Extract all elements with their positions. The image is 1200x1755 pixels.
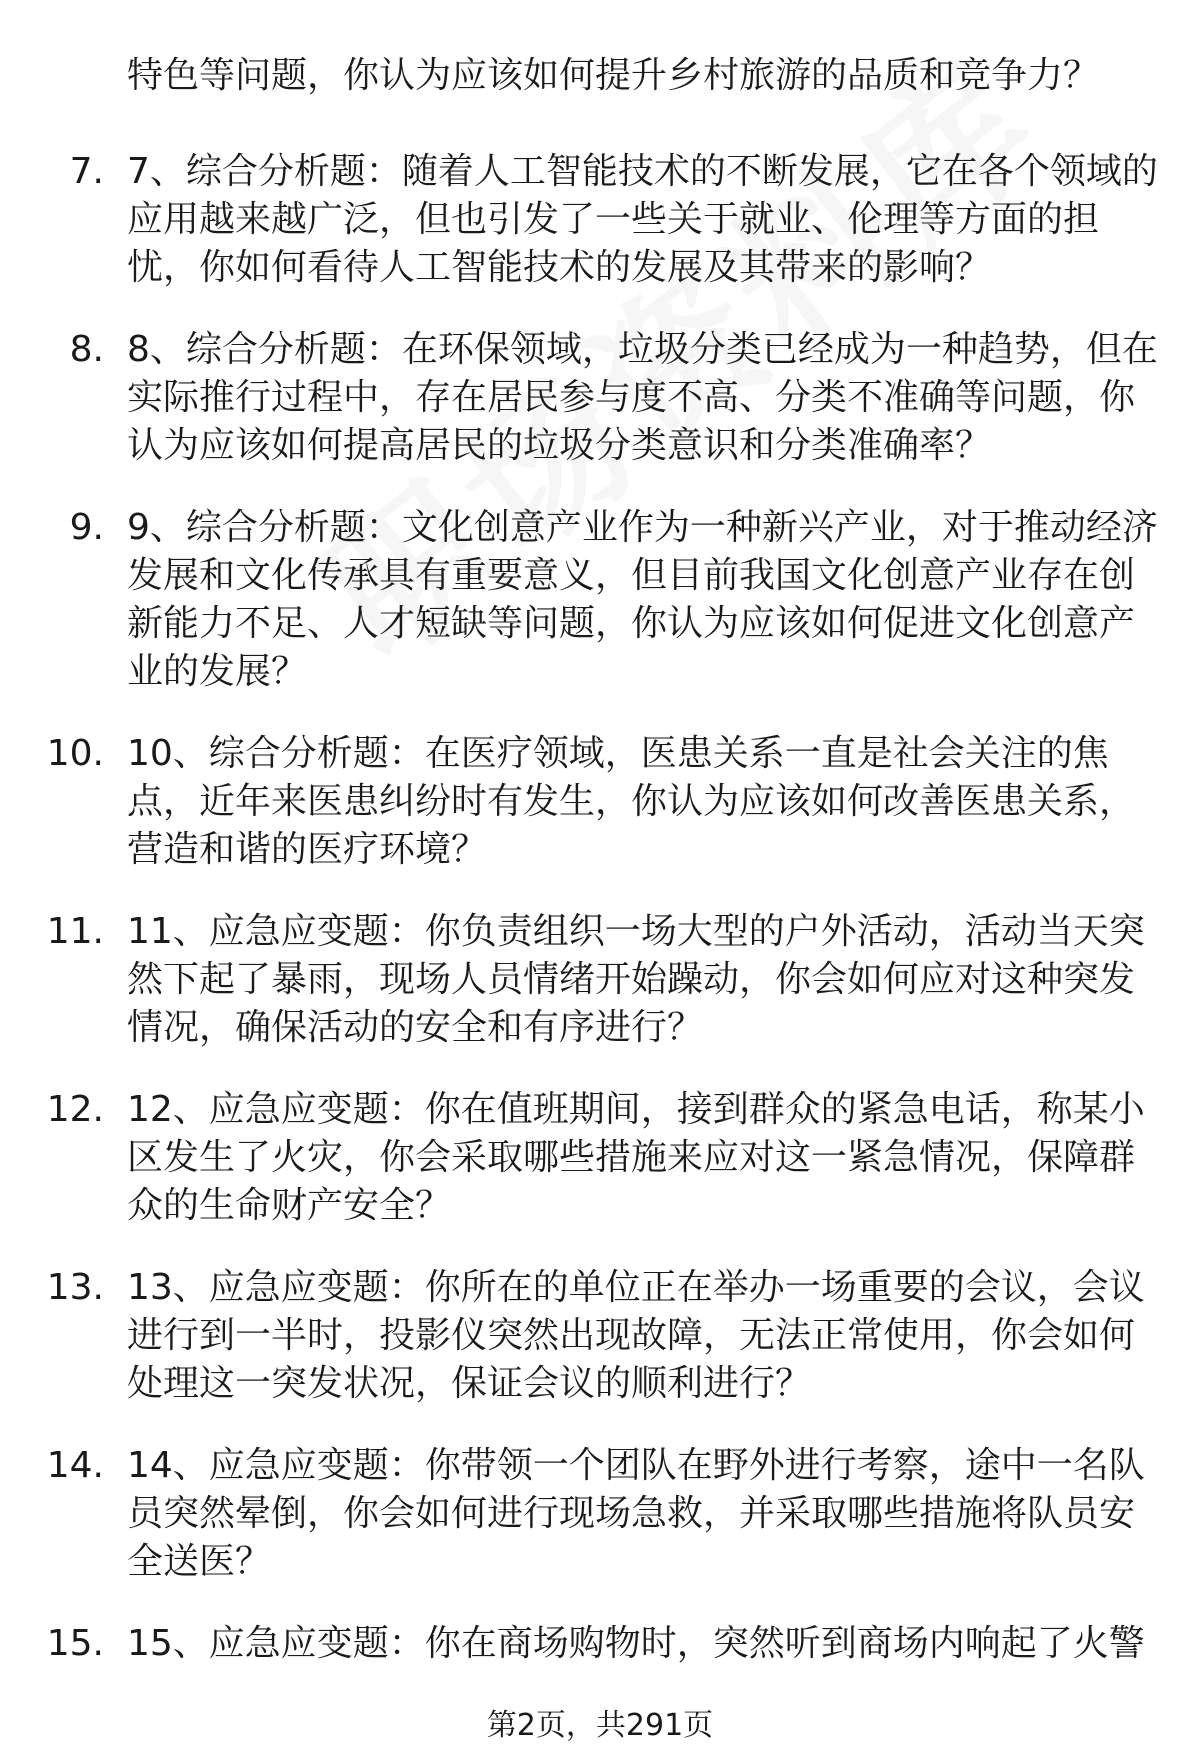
list-item-number: 12. bbox=[46, 1089, 104, 1130]
list-item-text: 15、应急应变题：你在商场购物时，突然听到商场内响起了火警 bbox=[127, 1623, 1145, 1664]
question-list bbox=[0, 148, 1200, 1702]
list-item bbox=[0, 504, 1167, 696]
list-item bbox=[0, 1264, 1167, 1408]
list-item bbox=[0, 326, 1167, 470]
list-item-number: 13. bbox=[46, 1267, 104, 1308]
list-item-number: 8. bbox=[69, 329, 104, 370]
list-item-text: 14、应急应变题：你带领一个团队在野外进行考察，途中一名队员突然晕倒，你会如何进行现场急救，并采取哪些措施将队员安全送医？ bbox=[127, 1445, 1145, 1582]
list-item-text: 13、应急应变题：你所在的单位正在举办一场重要的会议，会议进行到一半时，投影仪突然出现故障，无法正常使用，你会如何处理这一突发状况，保证会议的顺利进行？ bbox=[127, 1267, 1145, 1404]
list-item-text: 11、应急应变题：你负责组织一场大型的户外活动，活动当天突然下起了暴雨，现场人员情绪开始躁动，你会如何应对这种突发情况，确保活动的安全和有序进行？ bbox=[127, 911, 1145, 1048]
list-item-text: 7、综合分析题：随着人工智能技术的不断发展，它在各个领域的应用越来越广泛，但也引发了一些关于就业、伦理等方面的担忧，你如何看待人工智能技术的发展及其带来的影响？ bbox=[127, 151, 1158, 288]
list-item-text: 12、应急应变题：你在值班期间，接到群众的紧急电话，称某小区发生了火灾，你会采取哪些措施来应对这一紧急情况，保障群众的生命财产安全？ bbox=[127, 1089, 1145, 1226]
list-item-number: 14. bbox=[46, 1445, 104, 1486]
list-item-number: 7. bbox=[69, 151, 104, 192]
list-item-text: 8、综合分析题：在环保领域，垃圾分类已经成为一种趋势，但在实际推行过程中，存在居民参与度不高、分类不准确等问题，你认为应该如何提高居民的垃圾分类意识和分类准确率？ bbox=[127, 329, 1158, 466]
page-footer: 第2页，共291页 bbox=[486, 1708, 714, 1743]
list-item-text: 10、综合分析题：在医疗领域，医患关系一直是社会关注的焦点，近年来医患纠纷时有发生，你认为应该如何改善医患关系，营造和谐的医疗环境？ bbox=[127, 733, 1136, 870]
list-item-text: 9、综合分析题：文化创意产业作为一种新兴产业，对于推动经济发展和文化传承具有重要意义，但目前我国文化创意产业存在创新能力不足、人才短缺等问题，你认为应该如何促进文化创意产业的发展？ bbox=[127, 507, 1158, 692]
list-item-number: 11. bbox=[46, 911, 104, 952]
list-item bbox=[0, 1086, 1167, 1230]
list-item bbox=[0, 1442, 1167, 1586]
list-item-number: 10. bbox=[46, 733, 104, 774]
list-item-number: 9. bbox=[69, 507, 104, 548]
list-item bbox=[0, 730, 1167, 874]
list-item bbox=[0, 908, 1167, 1052]
list-item bbox=[0, 1620, 1167, 1668]
question-continuation-text: 特色等问题，你认为应该如何提升乡村旅游的品质和竞争力？ bbox=[127, 55, 1100, 96]
list-item-number: 15. bbox=[46, 1623, 104, 1664]
list-item bbox=[0, 148, 1167, 292]
